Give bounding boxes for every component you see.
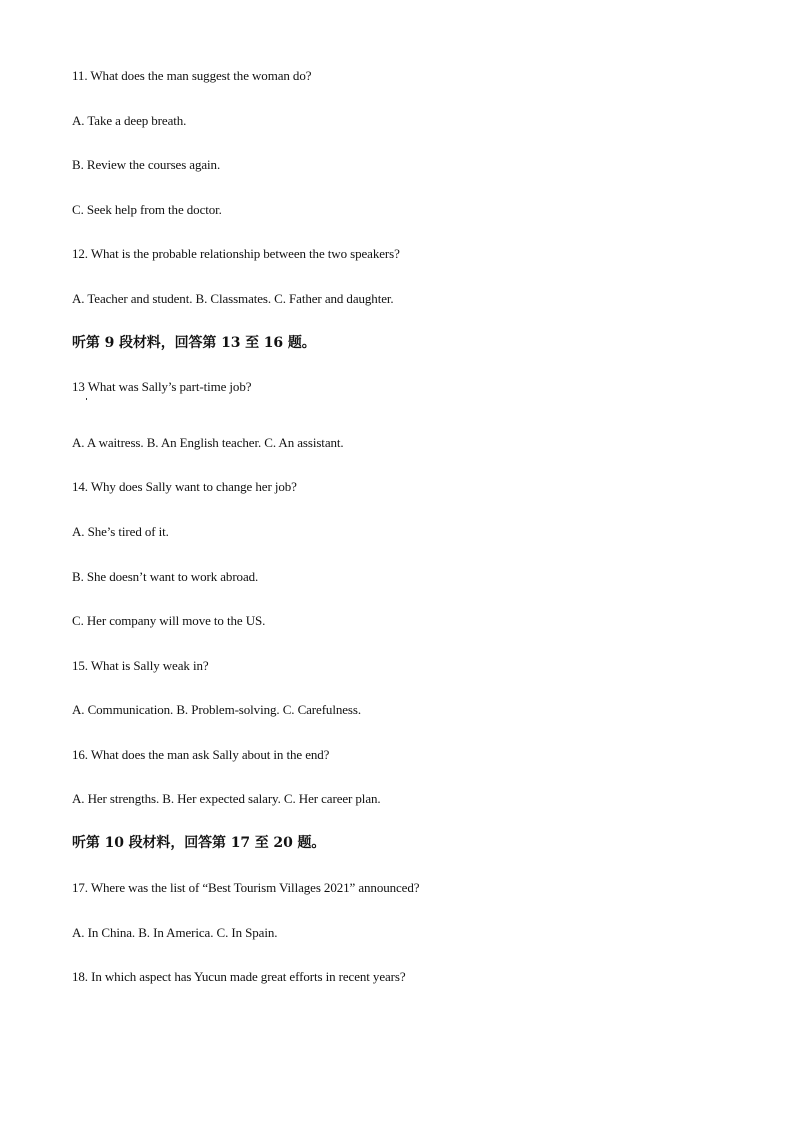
question-16: 16. What does the man ask Sally about in the end? (72, 747, 330, 762)
option-11-c: C. Seek help from the doctor. (72, 202, 222, 217)
options-15: A. Communication. B. Problem-solving. C. Carefulness. (72, 702, 361, 717)
options-13: A. A waitress. B. An English teacher. C. An assistant. (72, 435, 344, 450)
option-14-c: C. Her company will move to the US. (72, 613, 266, 628)
stray-mark (86, 398, 87, 400)
options-12: A. Teacher and student. B. Classmates. C. Father and daughter. (72, 291, 394, 306)
option-14-b: B. She doesn’t want to work abroad. (72, 569, 259, 584)
question-18: 18. In which aspect has Yucun made great efforts in recent years? (72, 969, 406, 984)
section-heading-9: 听第 9 段材料，回答第 13 至 16 题。 (72, 335, 316, 351)
question-11: 11. What does the man suggest the woman do? (72, 68, 312, 83)
options-17: A. In China. B. In America. C. In Spain. (72, 925, 278, 940)
option-14-a: A. She’s tired of it. (72, 524, 169, 539)
option-11-b: B. Review the courses again. (72, 157, 221, 172)
question-14: 14. Why does Sally want to change her job? (72, 479, 297, 494)
question-13: 13 What was Sally’s part-time job? (72, 379, 252, 394)
question-15: 15. What is Sally weak in? (72, 658, 209, 673)
question-17: 17. Where was the list of “Best Tourism Villages 2021” announced? (72, 880, 420, 895)
question-12: 12. What is the probable relationship between the two speakers? (72, 246, 400, 261)
option-11-a: A. Take a deep breath. (72, 113, 187, 128)
options-16: A. Her strengths. B. Her expected salary. C. Her career plan. (72, 791, 381, 806)
section-heading-10: 听第 10 段材料，回答第 17 至 20 题。 (72, 835, 326, 851)
